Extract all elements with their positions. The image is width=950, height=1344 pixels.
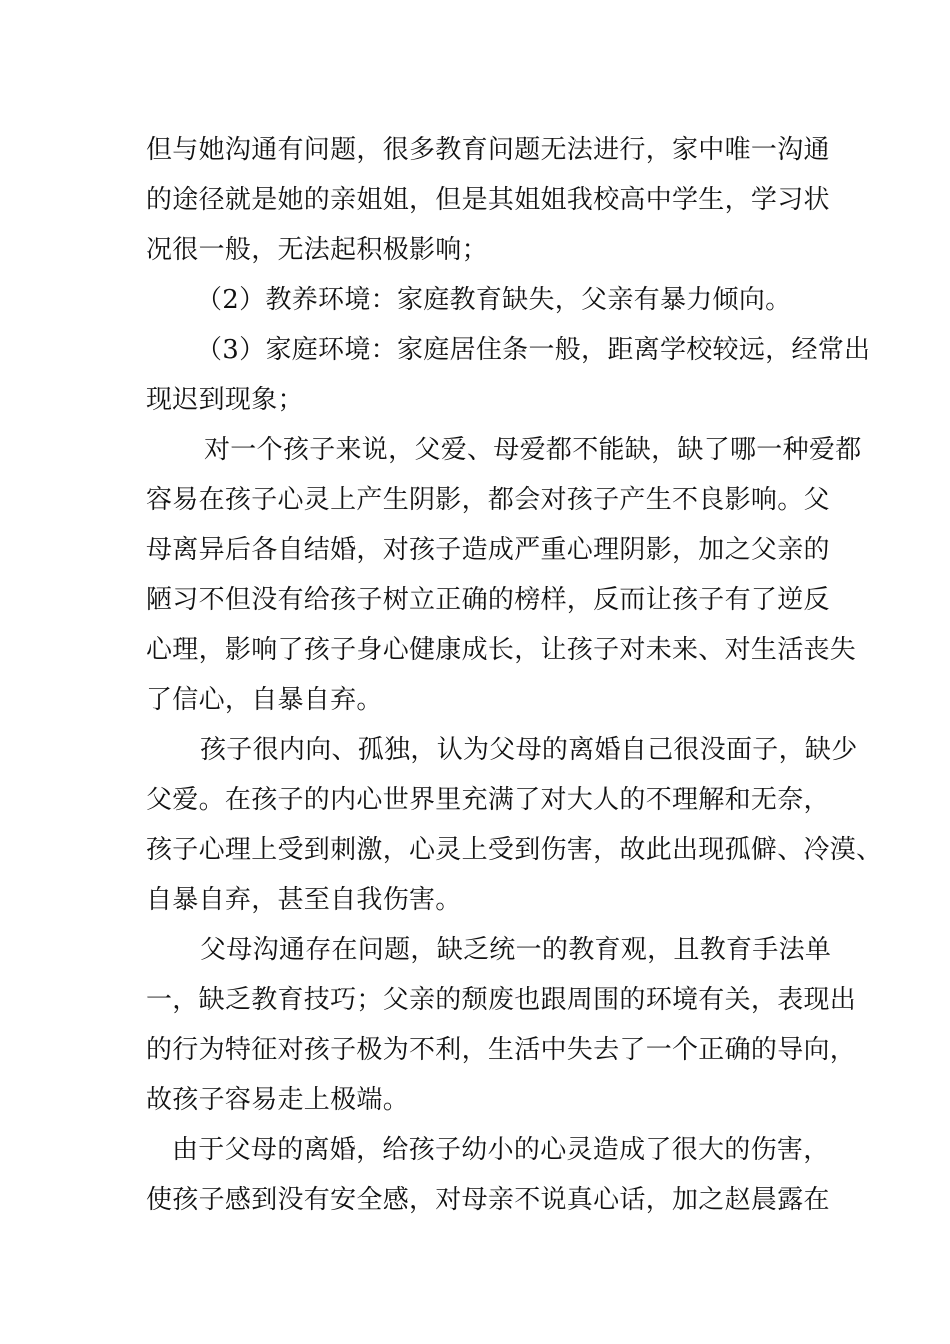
text-line: 孩子心理上受到刺激，心灵上受到伤害，故此出现孤僻、冷漠、 — [146, 835, 883, 865]
text-line: 陋习不但没有给孩子树立正确的榜样，反而让孩子有了逆反 — [146, 585, 830, 615]
text-line: 故孩子容易走上极端。 — [146, 1085, 410, 1115]
text-line: 现迟到现象； — [146, 385, 304, 415]
text-line: 了信心，自暴自弃。 — [146, 685, 383, 715]
text-line: 一，缺乏教育技巧；父亲的颓废也跟周围的环境有关，表现出 — [146, 985, 857, 1015]
text-line: （2）教养环境：家庭教育缺失，父亲有暴力倾向。 — [196, 285, 792, 315]
text-line: 孩子很内向、孤独，认为父母的离婚自己很没面子，缺少 — [200, 735, 858, 765]
text-line: 的行为特征对孩子极为不利，生活中失去了一个正确的导向， — [146, 1035, 857, 1065]
text-line: 父爱。在孩子的内心世界里充满了对大人的不理解和无奈， — [146, 785, 830, 815]
text-line: （3）家庭环境：家庭居住条一般，距离学校较远，经常出 — [196, 335, 871, 365]
text-line: 的途径就是她的亲姐姐，但是其姐姐我校高中学生，学习状 — [146, 185, 830, 215]
text-line: 心理，影响了孩子身心健康成长，让孩子对未来、对生活丧失 — [146, 635, 857, 665]
text-line: 对一个孩子来说，父爱、母爱都不能缺，缺了哪一种爱都 — [204, 435, 862, 465]
text-line: 况很一般，无法起积极影响； — [146, 235, 488, 265]
text-line: 使孩子感到没有安全感，对母亲不说真心话，加之赵晨露在 — [146, 1185, 830, 1215]
text-line: 但与她沟通有问题，很多教育问题无法进行，家中唯一沟通 — [146, 135, 830, 165]
text-line: 父母沟通存在问题，缺乏统一的教育观，且教育手法单 — [200, 935, 832, 965]
text-line: 母离异后各自结婚，对孩子造成严重心理阴影，加之父亲的 — [146, 535, 830, 565]
text-line: 由于父母的离婚，给孩子幼小的心灵造成了很大的伤害， — [172, 1135, 830, 1165]
text-line: 容易在孩子心灵上产生阴影，都会对孩子产生不良影响。父 — [146, 485, 830, 515]
text-line: 自暴自弃，甚至自我伤害。 — [146, 885, 462, 915]
